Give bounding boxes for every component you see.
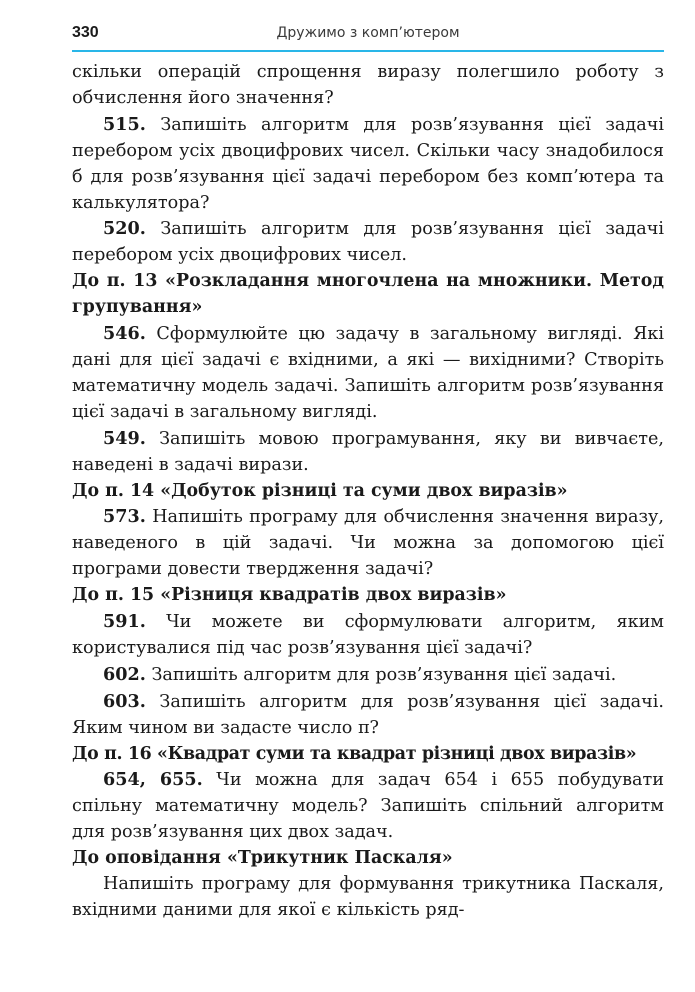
task-654-655-number: 654, 655. <box>103 769 203 791</box>
running-title: Дружимо з комп’ютером <box>276 25 460 41</box>
intro-paragraph: скільки операцій спрощення виразу полегшило роботу з обчислення його значення? <box>72 62 664 108</box>
task-603 <box>72 689 664 742</box>
task-573 <box>72 504 664 583</box>
section-heading-story: До оповідання «Трикутник Паскаля» <box>72 848 453 869</box>
task-591 <box>72 609 664 662</box>
task-602-text: Запишіть алгоритм для розв’язування цієї задачі. <box>145 664 617 685</box>
task-603-text: Запишіть алгоритм для розв’язування цієї задачі. Яким чином ви задасте число π? <box>72 691 664 738</box>
section-heading-14: До п. 14 «Добуток різниці та суми двох виразів» <box>72 480 568 501</box>
task-602 <box>72 662 664 689</box>
task-546-number: 546. <box>103 323 146 345</box>
task-573-number: 573. <box>103 506 146 528</box>
task-654-655-text: Чи можна для задач 654 і 655 побудувати спільну математичну модель? Запишіть спільний алгоритм для розв’язування цих двох задач. <box>72 770 665 843</box>
task-515-number: 515. <box>103 113 146 135</box>
section-heading-16: До п. 16 «Квадрат суми та квадрат різниці двох виразів» <box>72 743 637 764</box>
task-515-text: Запишіть алгоритм для розв’язування цієї задачі перебором усіх двоцифрових чисел. Скільки часу знадобилося б для розв’язування цієї задачі перебором без комп’ютера та калькулятора? <box>72 114 664 213</box>
section-heading-15: До п. 15 «Різниця квадратів двох виразів» <box>72 585 507 606</box>
task-520-text: Запишіть алгоритм для розв’язування цієї задачі перебором усіх двоцифрових чисел. <box>72 219 664 266</box>
task-549 <box>72 426 664 479</box>
task-546 <box>72 321 664 426</box>
task-pascal: Напишіть програму для формування трикутника Паскаля, вхідними даними для якої є кількість ряд- <box>72 874 664 920</box>
task-591-number: 591. <box>103 611 146 633</box>
task-546-text: Сформулюйте цю задачу в загальному вигляді. Які дані для цієї задачі є вхідними, а які — вихідними? Створіть математичну модель задачі. Запишіть алгоритм розв’язування цієї задачі в загальному вигляді. <box>72 324 664 422</box>
page-number: 330 <box>72 24 99 41</box>
task-573-text: Напишіть програму для обчислення значення виразу, наведеного в цій задачі. Чи можна за допомогою цієї програми довести твердження задачі? <box>72 507 664 580</box>
task-603-number: 603. <box>103 690 146 712</box>
page-header <box>72 20 664 48</box>
page-body <box>72 60 664 924</box>
task-515 <box>72 112 664 217</box>
task-520-number: 520. <box>103 218 146 240</box>
section-heading-13: До п. 13 «Розкладання многочлена на множники. Метод групування» <box>72 271 664 318</box>
task-654-655 <box>72 767 664 846</box>
task-602-number: 602. <box>103 663 146 685</box>
header-divider <box>72 50 664 52</box>
task-520 <box>72 216 664 269</box>
task-549-number: 549. <box>103 427 146 449</box>
task-549-text: Запишіть мовою програмування, яку ви вивчаєте, наведені в задачі вирази. <box>72 428 664 475</box>
task-591-text: Чи можете ви сформулювати алгоритм, яким користувалися під час розв’язування цієї задачі? <box>72 612 664 658</box>
